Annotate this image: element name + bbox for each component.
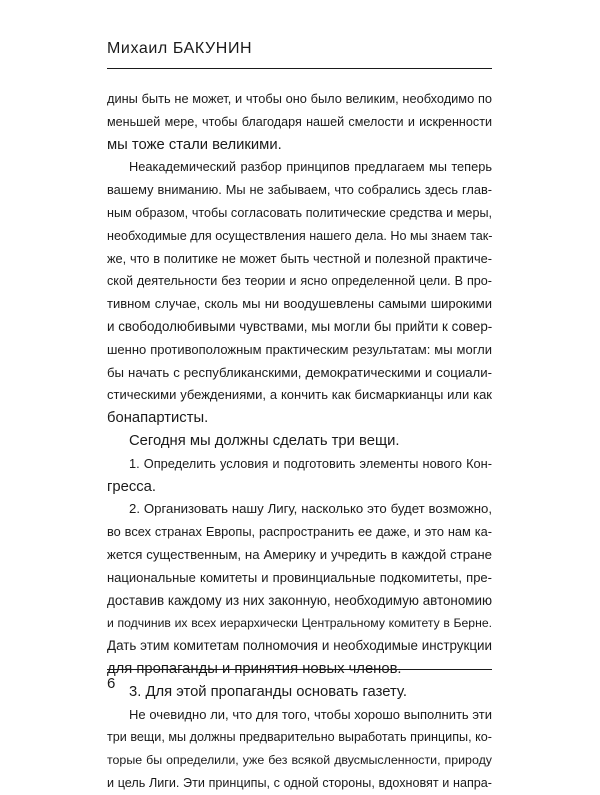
text-line: и цель Лиги. Эти принципы, с одной стороны, вдохновят и напра- <box>107 775 492 790</box>
text-line: тивном случае, сколь мы ни воодушевлены самыми широкими <box>107 296 492 312</box>
text-line: для пропаганды и принятия новых членов. <box>107 660 402 677</box>
text-line: Неакадемический разбор принципов предлагаем мы теперь <box>129 159 492 175</box>
text-line: 1. Определить условия и подготовить элементы нового Кон- <box>129 455 492 471</box>
text-line: мы тоже стали великими. <box>107 136 282 153</box>
text-line: Не очевидно ли, что для того, чтобы хорошо выполнить эти <box>129 706 492 722</box>
text-line: и подчинив их всех иерархически Центральному комитету в Берне. <box>107 616 492 631</box>
text-line: бы начать с республиканскими, демократическими и социали- <box>107 364 492 380</box>
text-line: вашему вниманию. Мы не забываем, что собрались здесь глав- <box>107 182 492 198</box>
header-rule <box>107 68 492 69</box>
text-line: торые бы определили, уже без всякой двусмысленности, природу <box>107 753 492 768</box>
footer-rule <box>107 669 492 670</box>
text-line: 3. Для этой пропаганды основать газету. <box>129 683 407 700</box>
text-line: необходимые для осуществления нашего дела. Но мы знаем так- <box>107 228 492 243</box>
text-line: ской деятельности без теории и ясно определенной цели. В про- <box>107 274 492 289</box>
text-line: во всех странах Европы, распространить ее даже, и это нам ка- <box>107 524 492 540</box>
text-line: доставив каждому из них законную, необходимую автономию <box>107 592 492 608</box>
text-line: шенно противоположным практическим результатам: мы могли <box>107 341 492 357</box>
text-line: гресса. <box>107 478 156 495</box>
body-text <box>107 88 492 795</box>
text-line: бонапартисты. <box>107 410 209 427</box>
page-number: 6 <box>107 675 116 692</box>
text-line: стическими убеждениями, а кончить как бисмаркианцы или как <box>107 387 492 403</box>
text-line: жется существенным, на Америку и учредить в каждой стране <box>107 546 492 562</box>
text-line: Дать этим комитетам полномочия и необходимые инструкции <box>107 638 492 654</box>
text-line: дины быть не может, и чтобы оно было великим, необходимо по <box>107 91 492 106</box>
text-line: и свободолюбивыми чувствами, мы могли бы прийти к совер- <box>107 318 492 334</box>
text-line: Сегодня мы должны сделать три вещи. <box>129 432 400 449</box>
running-head-author: Михаил БАКУНИН <box>107 40 253 57</box>
text-line: три вещи, мы должны предварительно выработать принципы, ко- <box>107 730 492 745</box>
text-line: 2. Организовать нашу Лигу, насколько это будет возможно, <box>129 501 492 517</box>
text-line: же, что в политике не может быть честной и полезной практиче- <box>107 250 492 266</box>
text-line: ным образом, чтобы согласовать политические средства и меры, <box>107 205 492 220</box>
text-line: национальные комитеты и провинциальные подкомитеты, пре- <box>107 569 492 585</box>
text-line: меньшей мере, чтобы благодаря нашей смелости и искренности <box>107 114 492 129</box>
